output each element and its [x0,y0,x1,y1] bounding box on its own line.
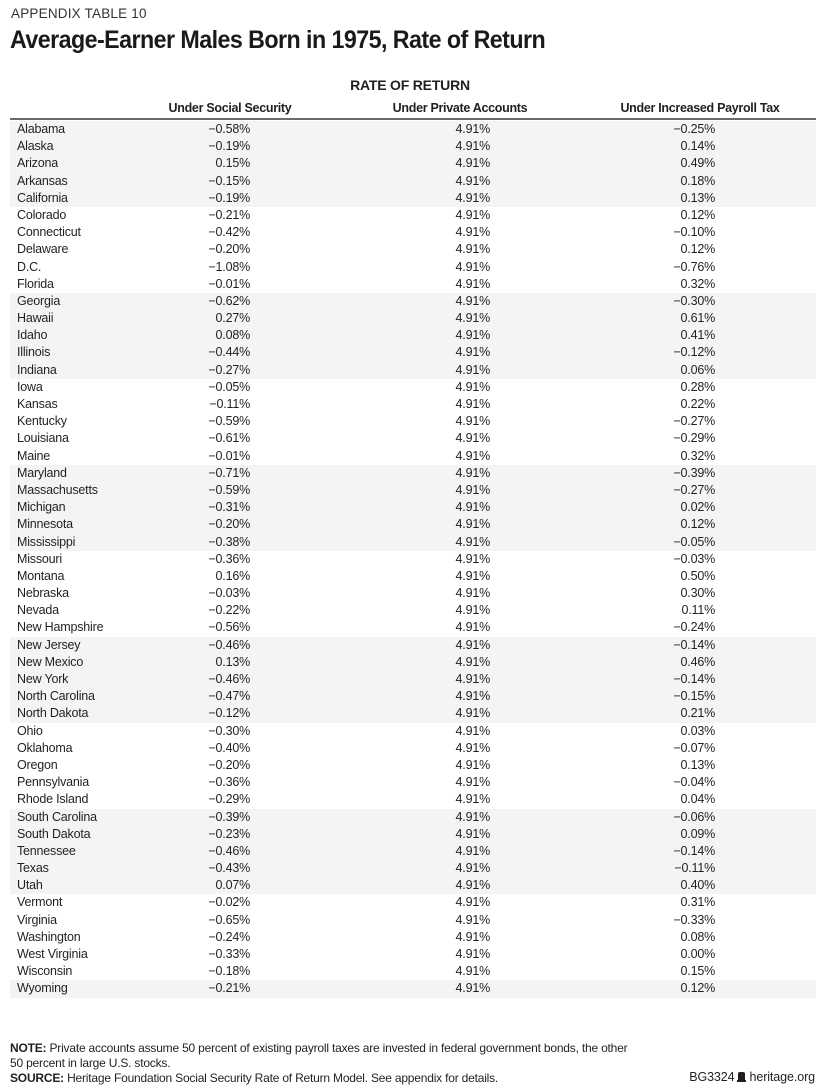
social-security-cell: −0.01% [208,276,250,291]
state-cell: Georgia [17,293,61,308]
social-security-cell: −0.46% [208,843,250,858]
table-row [10,293,816,310]
page-title: Average-Earner Males Born in 1975, Rate of Return [10,26,546,54]
social-security-cell: −0.42% [208,225,250,240]
state-cell: Oklahoma [17,740,73,755]
private-accounts-cell: 4.91% [455,293,490,308]
table-row [10,551,816,568]
state-cell: Louisiana [17,431,69,446]
social-security-cell: −0.62% [208,293,250,308]
table-row [10,138,816,155]
social-security-cell: −0.58% [208,122,250,136]
state-cell: D.C. [17,259,42,274]
state-cell: Missouri [17,551,62,566]
state-cell: Minnesota [17,517,73,532]
payroll-tax-cell: −0.03% [673,551,715,566]
payroll-tax-cell: 0.31% [680,895,715,910]
payroll-tax-cell: −0.39% [673,465,715,480]
column-header-private-accounts: Under Private Accounts [392,101,528,115]
private-accounts-cell: 4.91% [455,672,490,686]
social-security-cell: −0.21% [208,207,250,222]
private-accounts-cell: 4.91% [455,964,490,979]
table-row [10,190,816,207]
private-accounts-cell: 4.91% [455,809,490,824]
social-security-cell: −0.46% [208,637,250,652]
private-accounts-cell: 4.91% [455,757,490,772]
social-security-cell: −0.11% [209,397,250,411]
state-cell: Arkansas [17,173,68,188]
brand [689,1070,815,1084]
social-security-cell: −0.02% [208,895,250,910]
state-cell: Massachusetts [17,482,98,497]
table-row [10,894,816,911]
table-row [10,826,816,843]
payroll-tax-cell: 0.49% [680,156,715,171]
state-cell: California [17,190,68,205]
state-cell: Nevada [17,603,59,618]
state-cell: West Virginia [17,947,88,961]
payroll-tax-cell: 0.09% [680,826,715,841]
private-accounts-cell: 4.91% [455,173,490,188]
state-cell: South Carolina [17,809,97,824]
payroll-tax-cell: 0.13% [680,757,715,772]
table-row [10,654,816,671]
social-security-cell: −0.65% [208,912,250,927]
table-row [10,173,816,190]
payroll-tax-cell: 0.30% [680,586,715,601]
private-accounts-cell: 4.91% [455,311,490,326]
private-accounts-cell: 4.91% [455,586,490,601]
private-accounts-cell: 4.91% [455,878,490,893]
note-text: Private accounts assume 50 percent of existing payroll taxes are invested in federal government bonds, the other 50 percent in large U.S. stocks. [10,1041,628,1070]
table-row [10,757,816,774]
table-row [10,585,816,602]
state-cell: Maryland [17,465,67,480]
table-row [10,413,816,430]
private-accounts-cell: 4.91% [455,637,490,652]
social-security-cell: 0.16% [215,568,250,583]
social-security-cell: 0.07% [215,878,250,893]
private-accounts-cell: 4.91% [455,156,490,171]
private-accounts-cell: 4.91% [455,379,490,394]
social-security-cell: −0.56% [208,620,250,635]
table-row [10,791,816,808]
private-accounts-cell: 4.91% [455,465,490,480]
social-security-cell: −0.20% [208,757,250,772]
social-security-cell: −0.20% [208,517,250,532]
column-headers [0,101,825,117]
social-security-cell: −0.19% [208,190,250,205]
table-row [10,465,816,482]
payroll-tax-cell: 0.14% [680,139,715,154]
state-cell: Oregon [17,757,58,772]
state-cell: Indiana [17,362,57,377]
source-text: Heritage Foundation Social Security Rate of Return Model. See appendix for details. [63,1071,499,1085]
state-cell: Delaware [17,242,69,257]
payroll-tax-cell: −0.14% [673,843,715,858]
state-cell: Illinois [17,345,51,360]
social-security-cell: −0.12% [208,706,250,721]
private-accounts-cell: 4.91% [455,981,490,996]
social-security-cell: −0.03% [208,586,250,601]
private-accounts-cell: 4.91% [455,603,490,618]
state-cell: Wyoming [17,981,68,996]
state-cell: North Carolina [17,689,95,704]
social-security-cell: −0.15% [208,173,250,188]
private-accounts-cell: 4.91% [455,912,490,927]
social-security-cell: −0.38% [208,534,250,549]
state-cell: Texas [17,861,49,876]
table-row [10,155,816,172]
table-row [10,241,816,258]
state-cell: Nebraska [17,586,69,601]
payroll-tax-cell: −0.07% [673,740,715,755]
payroll-tax-cell: 0.02% [680,500,715,515]
social-security-cell: −0.33% [208,947,250,961]
table-row [10,310,816,327]
private-accounts-cell: 4.91% [455,792,490,807]
footer-notes [10,1041,630,1086]
table-row [10,379,816,396]
state-cell: Arizona [17,156,58,171]
social-security-cell: −0.59% [208,414,250,429]
social-security-cell: 0.15% [215,156,250,171]
social-security-cell: −0.01% [208,448,250,463]
private-accounts-cell: 4.91% [455,620,490,635]
table-row [10,912,816,929]
payroll-tax-cell: −0.30% [673,293,715,308]
state-cell: Mississippi [17,534,76,549]
social-security-cell: −0.27% [208,362,250,377]
private-accounts-cell: 4.91% [455,482,490,497]
social-security-cell: −0.05% [208,379,250,394]
state-cell: Rhode Island [17,792,89,807]
social-security-cell: −0.18% [208,964,250,979]
payroll-tax-cell: 0.00% [680,947,715,961]
payroll-tax-cell: 0.03% [680,723,715,738]
state-cell: Colorado [17,207,67,222]
social-security-cell: −1.08% [208,259,250,274]
private-accounts-cell: 4.91% [455,414,490,429]
social-security-cell: −0.43% [208,861,250,876]
private-accounts-cell: 4.91% [455,706,490,721]
social-security-cell: −0.71% [208,465,250,480]
state-cell: Maine [17,448,51,463]
social-security-cell: −0.39% [208,809,250,824]
source [10,1071,630,1086]
social-security-cell: −0.36% [208,775,250,790]
table-row [10,448,816,465]
payroll-tax-cell: −0.11% [674,861,715,876]
private-accounts-cell: 4.91% [455,431,490,446]
state-cell: Tennessee [17,843,76,858]
table-row [10,774,816,791]
payroll-tax-cell: 0.40% [680,878,715,893]
payroll-tax-cell: −0.27% [673,414,715,429]
private-accounts-cell: 4.91% [455,551,490,566]
private-accounts-cell: 4.91% [455,190,490,205]
payroll-tax-cell: −0.29% [673,431,715,446]
table-row [10,843,816,860]
private-accounts-cell: 4.91% [455,654,490,669]
state-cell: Virginia [17,912,57,927]
payroll-tax-cell: 0.50% [680,568,715,583]
private-accounts-cell: 4.91% [455,362,490,377]
state-cell: Idaho [17,328,48,343]
table-row [10,963,816,980]
private-accounts-cell: 4.91% [455,740,490,755]
group-header-label: RATE OF RETURN [350,77,470,93]
private-accounts-cell: 4.91% [455,689,490,704]
payroll-tax-cell: −0.25% [673,122,715,136]
social-security-cell: −0.59% [208,482,250,497]
payroll-tax-cell: 0.32% [680,276,715,291]
table-row [10,877,816,894]
private-accounts-cell: 4.91% [455,534,490,549]
note-label: NOTE: [10,1041,47,1055]
table-row [10,671,816,688]
payroll-tax-cell: 0.22% [680,397,715,411]
state-cell: Iowa [17,379,43,394]
private-accounts-cell: 4.91% [455,947,490,961]
table-row [10,224,816,241]
payroll-tax-cell: 0.46% [680,654,715,669]
state-cell: Vermont [17,895,63,910]
state-cell: Washington [17,929,81,944]
payroll-tax-cell: 0.06% [680,362,715,377]
table-row [10,121,816,138]
social-security-cell: −0.24% [208,929,250,944]
table-row [10,740,816,757]
social-security-cell: −0.29% [208,792,250,807]
state-cell: New Hampshire [17,620,104,635]
private-accounts-cell: 4.91% [455,242,490,257]
private-accounts-cell: 4.91% [455,225,490,240]
private-accounts-cell: 4.91% [455,345,490,360]
table-row [10,259,816,276]
state-cell: New York [17,672,69,686]
social-security-cell: 0.27% [215,311,250,326]
payroll-tax-cell: −0.04% [673,775,715,790]
table-row [10,688,816,705]
payroll-tax-cell: 0.11% [681,603,715,618]
table-row [10,276,816,293]
table-row [10,396,816,413]
payroll-tax-cell: 0.15% [680,964,715,979]
table-row [10,929,816,946]
payroll-tax-cell: −0.33% [673,912,715,927]
state-cell: New Jersey [17,637,81,652]
social-security-cell: −0.22% [208,603,250,618]
table-row [10,430,816,447]
payroll-tax-cell: 0.18% [680,173,715,188]
payroll-tax-cell: −0.14% [673,672,715,686]
state-cell: Alaska [17,139,54,154]
social-security-cell: −0.23% [208,826,250,841]
state-cell: Utah [17,878,43,893]
payroll-tax-cell: −0.06% [673,809,715,824]
state-cell: Ohio [17,723,43,738]
private-accounts-cell: 4.91% [455,328,490,343]
column-header-social-security: Under Social Security [168,101,292,115]
table-row [10,499,816,516]
social-security-cell: −0.40% [208,740,250,755]
table-row [10,860,816,877]
table-row [10,362,816,379]
social-security-cell: −0.30% [208,723,250,738]
payroll-tax-cell: 0.13% [680,190,715,205]
private-accounts-cell: 4.91% [455,895,490,910]
payroll-tax-cell: 0.61% [680,311,715,326]
table-row [10,482,816,499]
table-row [10,705,816,722]
private-accounts-cell: 4.91% [455,448,490,463]
payroll-tax-cell: −0.14% [673,637,715,652]
state-cell: Pennsylvania [17,775,89,790]
private-accounts-cell: 4.91% [455,139,490,154]
state-cell: Kansas [17,397,58,411]
private-accounts-cell: 4.91% [455,826,490,841]
social-security-cell: −0.47% [208,689,250,704]
table-row [10,327,816,344]
state-cell: Florida [17,276,54,291]
state-cell: Kentucky [17,414,67,429]
payroll-tax-cell: 0.12% [680,517,715,532]
state-cell: Montana [17,568,65,583]
social-security-cell: 0.08% [215,328,250,343]
payroll-tax-cell: −0.24% [673,620,715,635]
payroll-tax-cell: 0.08% [680,929,715,944]
table-row [10,207,816,224]
social-security-cell: −0.61% [208,431,250,446]
payroll-tax-cell: −0.27% [673,482,715,497]
payroll-tax-cell: 0.32% [680,448,715,463]
private-accounts-cell: 4.91% [455,723,490,738]
table-row [10,516,816,533]
private-accounts-cell: 4.91% [455,517,490,532]
table-row [10,534,816,551]
payroll-tax-cell: 0.12% [680,981,715,996]
state-cell: Alabama [17,122,65,136]
private-accounts-cell: 4.91% [455,259,490,274]
private-accounts-cell: 4.91% [455,207,490,222]
payroll-tax-cell: 0.04% [680,792,715,807]
private-accounts-cell: 4.91% [455,500,490,515]
private-accounts-cell: 4.91% [455,276,490,291]
payroll-tax-cell: −0.05% [673,534,715,549]
table-row [10,809,816,826]
private-accounts-cell: 4.91% [455,929,490,944]
private-accounts-cell: 4.91% [455,397,490,411]
site-link[interactable]: heritage.org [749,1070,815,1084]
state-cell: Hawaii [17,311,54,326]
private-accounts-cell: 4.91% [455,122,490,136]
private-accounts-cell: 4.91% [455,775,490,790]
payroll-tax-cell: 0.12% [680,242,715,257]
table-kicker: APPENDIX TABLE 10 [11,6,147,21]
social-security-cell: −0.20% [208,242,250,257]
table-row [10,980,816,997]
table-row [10,568,816,585]
social-security-cell: −0.36% [208,551,250,566]
payroll-tax-cell: 0.21% [680,706,715,721]
table-row [10,723,816,740]
payroll-tax-cell: 0.28% [680,379,715,394]
report-id: BG3324 [689,1070,735,1084]
payroll-tax-cell: 0.41% [680,328,715,343]
social-security-cell: 0.13% [215,654,250,669]
table-row [10,946,816,963]
header-rule [10,118,816,120]
payroll-tax-cell: −0.10% [673,225,715,240]
note [10,1041,630,1071]
state-cell: Wisconsin [17,964,73,979]
private-accounts-cell: 4.91% [455,568,490,583]
payroll-tax-cell: 0.12% [680,207,715,222]
state-cell: South Dakota [17,826,91,841]
state-cell: New Mexico [17,654,84,669]
social-security-cell: −0.46% [208,672,250,686]
social-security-cell: −0.44% [208,345,250,360]
state-cell: Michigan [17,500,66,515]
social-security-cell: −0.21% [208,981,250,996]
payroll-tax-cell: −0.76% [673,259,715,274]
state-cell: North Dakota [17,706,89,721]
payroll-tax-cell: −0.12% [673,345,715,360]
payroll-tax-cell: −0.15% [673,689,715,704]
state-cell: Connecticut [17,225,81,240]
social-security-cell: −0.31% [208,500,250,515]
table-row [10,619,816,636]
table-row [10,344,816,361]
table-row [10,637,816,654]
column-header-payroll-tax: Under Increased Payroll Tax [620,101,780,115]
social-security-cell: −0.19% [208,139,250,154]
liberty-bell-icon [737,1072,746,1082]
data-table [10,121,816,998]
private-accounts-cell: 4.91% [455,861,490,876]
table-row [10,602,816,619]
private-accounts-cell: 4.91% [455,843,490,858]
source-label: SOURCE: [10,1071,64,1085]
